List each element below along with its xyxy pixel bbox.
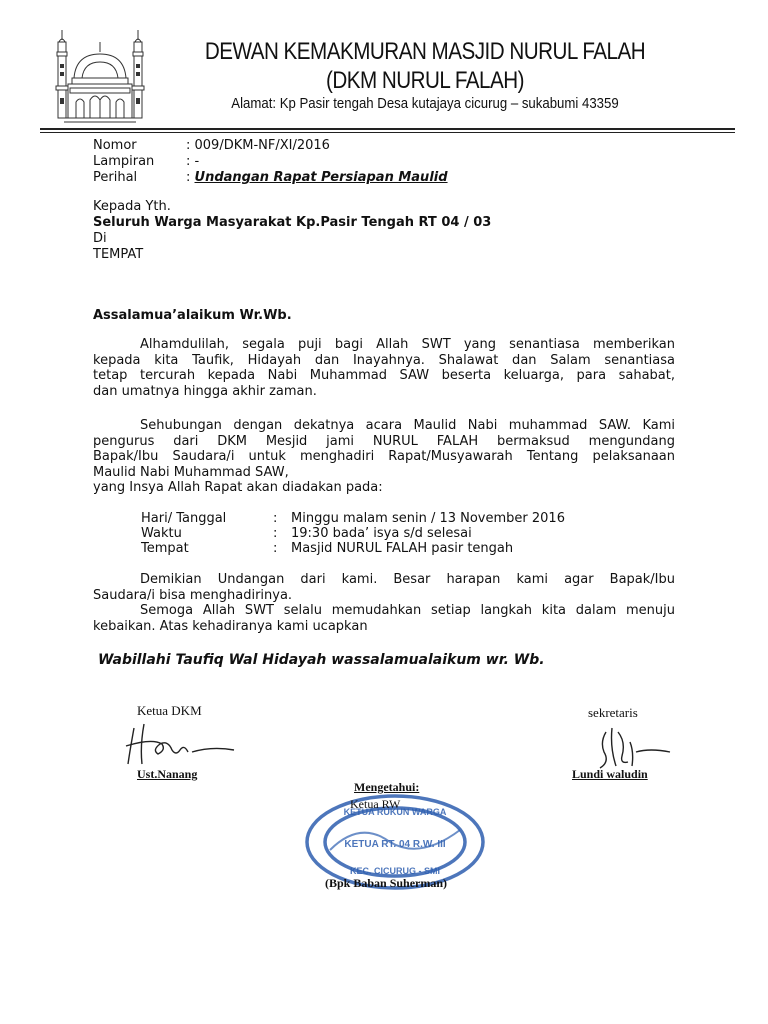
schedule-value: 19:30 bada’ isya s/d selesai [291, 526, 472, 541]
sekretaris-name: Lundi waludin [572, 767, 648, 781]
perihal-value: Undangan Rapat Persiapan Maulid [194, 170, 448, 185]
stamp-text-bottom: KEC. CICURUG - SMI [350, 866, 440, 876]
ketua-dkm-name: Ust.Nanang [137, 767, 198, 781]
paragraph-line: kebaikan. Atas kehadiranya kami ucapkan [93, 618, 368, 634]
sekretaris-signature-icon [570, 722, 680, 772]
schedule-sep: : [273, 511, 278, 526]
sekretaris-role: sekretaris [588, 705, 638, 720]
recipient-di: Di [93, 231, 107, 246]
ketua-rw-name: (Bpk Baban Suherman) [325, 876, 448, 890]
paragraph-schedule-intro: yang Insya Allah Rapat akan diadakan pada: [93, 480, 383, 495]
org-address: Alamat: Kp Pasir tengah Desa kutajaya cicurug – sukabumi 43359 [231, 95, 619, 112]
paragraph-line: Demikian Undangan dari kami. Besar harapan kami agar Bapak/Ibu [140, 572, 675, 587]
org-name: DEWAN KEMAKMURAN MASJID NURUL FALAH [204, 38, 646, 65]
stamp-text-center: KETUA RT. 04 R.W. III [344, 839, 446, 850]
schedule-row-place [0, 541, 768, 557]
recipient-tempat: TEMPAT [93, 247, 144, 262]
lampiran-label: Lampiran [93, 154, 155, 169]
letterhead-divider-thick [40, 128, 735, 130]
paragraph-opening [93, 337, 675, 399]
paragraph-line: Semoga Allah SWT selalu memudahkan setiap langkah kita dalam menuju [140, 603, 675, 618]
closing-salutation: Wabillahi Taufiq Wal Hidayah wassalamualaikum wr. Wb. [98, 652, 545, 668]
paragraph-invitation [93, 418, 675, 480]
schedule-key: Waktu [141, 526, 182, 541]
ketua-dkm-role: Ketua DKM [137, 703, 202, 718]
letterhead-divider-thin [40, 132, 735, 133]
paragraph-line: Alhamdulilah, segala puji bagi Allah SWT yang senantiasa memberikan [140, 337, 675, 352]
schedule-key: Tempat [141, 541, 189, 556]
paragraph-line: Maulid Nabi Muhammad SAW, [93, 464, 289, 480]
schedule-sep: : [273, 526, 278, 541]
paragraph-line: Sehubungan dengan dekatnya acara Maulid Nabi muhammad SAW. Kami [140, 418, 675, 433]
ketua-dkm-signature-icon [122, 720, 242, 770]
ketua-rw-role: Ketua RW [350, 797, 401, 811]
paragraph-closing-hope [93, 572, 675, 603]
paragraph-line: pengurus dari DKM Mesjid jami NURUL FALAH bermaksud mengundang [93, 433, 675, 449]
schedule-value: Minggu malam senin / 13 November 2016 [291, 511, 565, 526]
greeting: Assalamua’alaikum Wr.Wb. [93, 308, 292, 323]
paragraph-line: Saudara/i bisa menghadirinya. [93, 587, 293, 603]
stamp-text-top: KETUA RUKUN WARGA [343, 807, 447, 817]
recipient-name: Seluruh Warga Masyarakat Kp.Pasir Tengah RT 04 / 03 [93, 215, 492, 230]
paragraph-line: tetap tercurah kepada Nabi Muhammad SAW beserta keluarga, para sahabat, [93, 368, 675, 383]
nomor-label: Nomor [93, 138, 137, 153]
mengetahui-heading: Mengetahui: [354, 780, 420, 794]
schedule-row-time [0, 526, 768, 542]
schedule-sep: : [273, 541, 278, 556]
org-short-name: (DKM NURUL FALAH) [325, 67, 525, 94]
lampiran-value: : - [186, 154, 200, 169]
schedule-key: Hari/ Tanggal [141, 511, 227, 526]
mosque-logo-icon [52, 28, 148, 124]
nomor-value: : 009/DKM-NF/XI/2016 [186, 138, 330, 153]
perihal-label: Perihal [93, 170, 138, 185]
schedule-value: Masjid NURUL FALAH pasir tengah [291, 541, 514, 556]
paragraph-line: Bapak/Ibu Saudara/i untuk menghadiri Rapat/Musyawarah Tentang pelaksanaan [93, 449, 675, 464]
paragraph-line: dan umatnya hingga akhir zaman. [93, 383, 317, 399]
paragraph-closing-prayer [93, 603, 675, 634]
schedule-row-date [0, 511, 768, 527]
paragraph-line: kepada kita Taufik, Hidayah dan Inayahnya. Shalawat dan Salam senantiasa [93, 352, 675, 368]
perihal-sep: : [186, 170, 195, 185]
recipient-kepada: Kepada Yth. [93, 199, 171, 214]
perihal-field [186, 169, 448, 186]
